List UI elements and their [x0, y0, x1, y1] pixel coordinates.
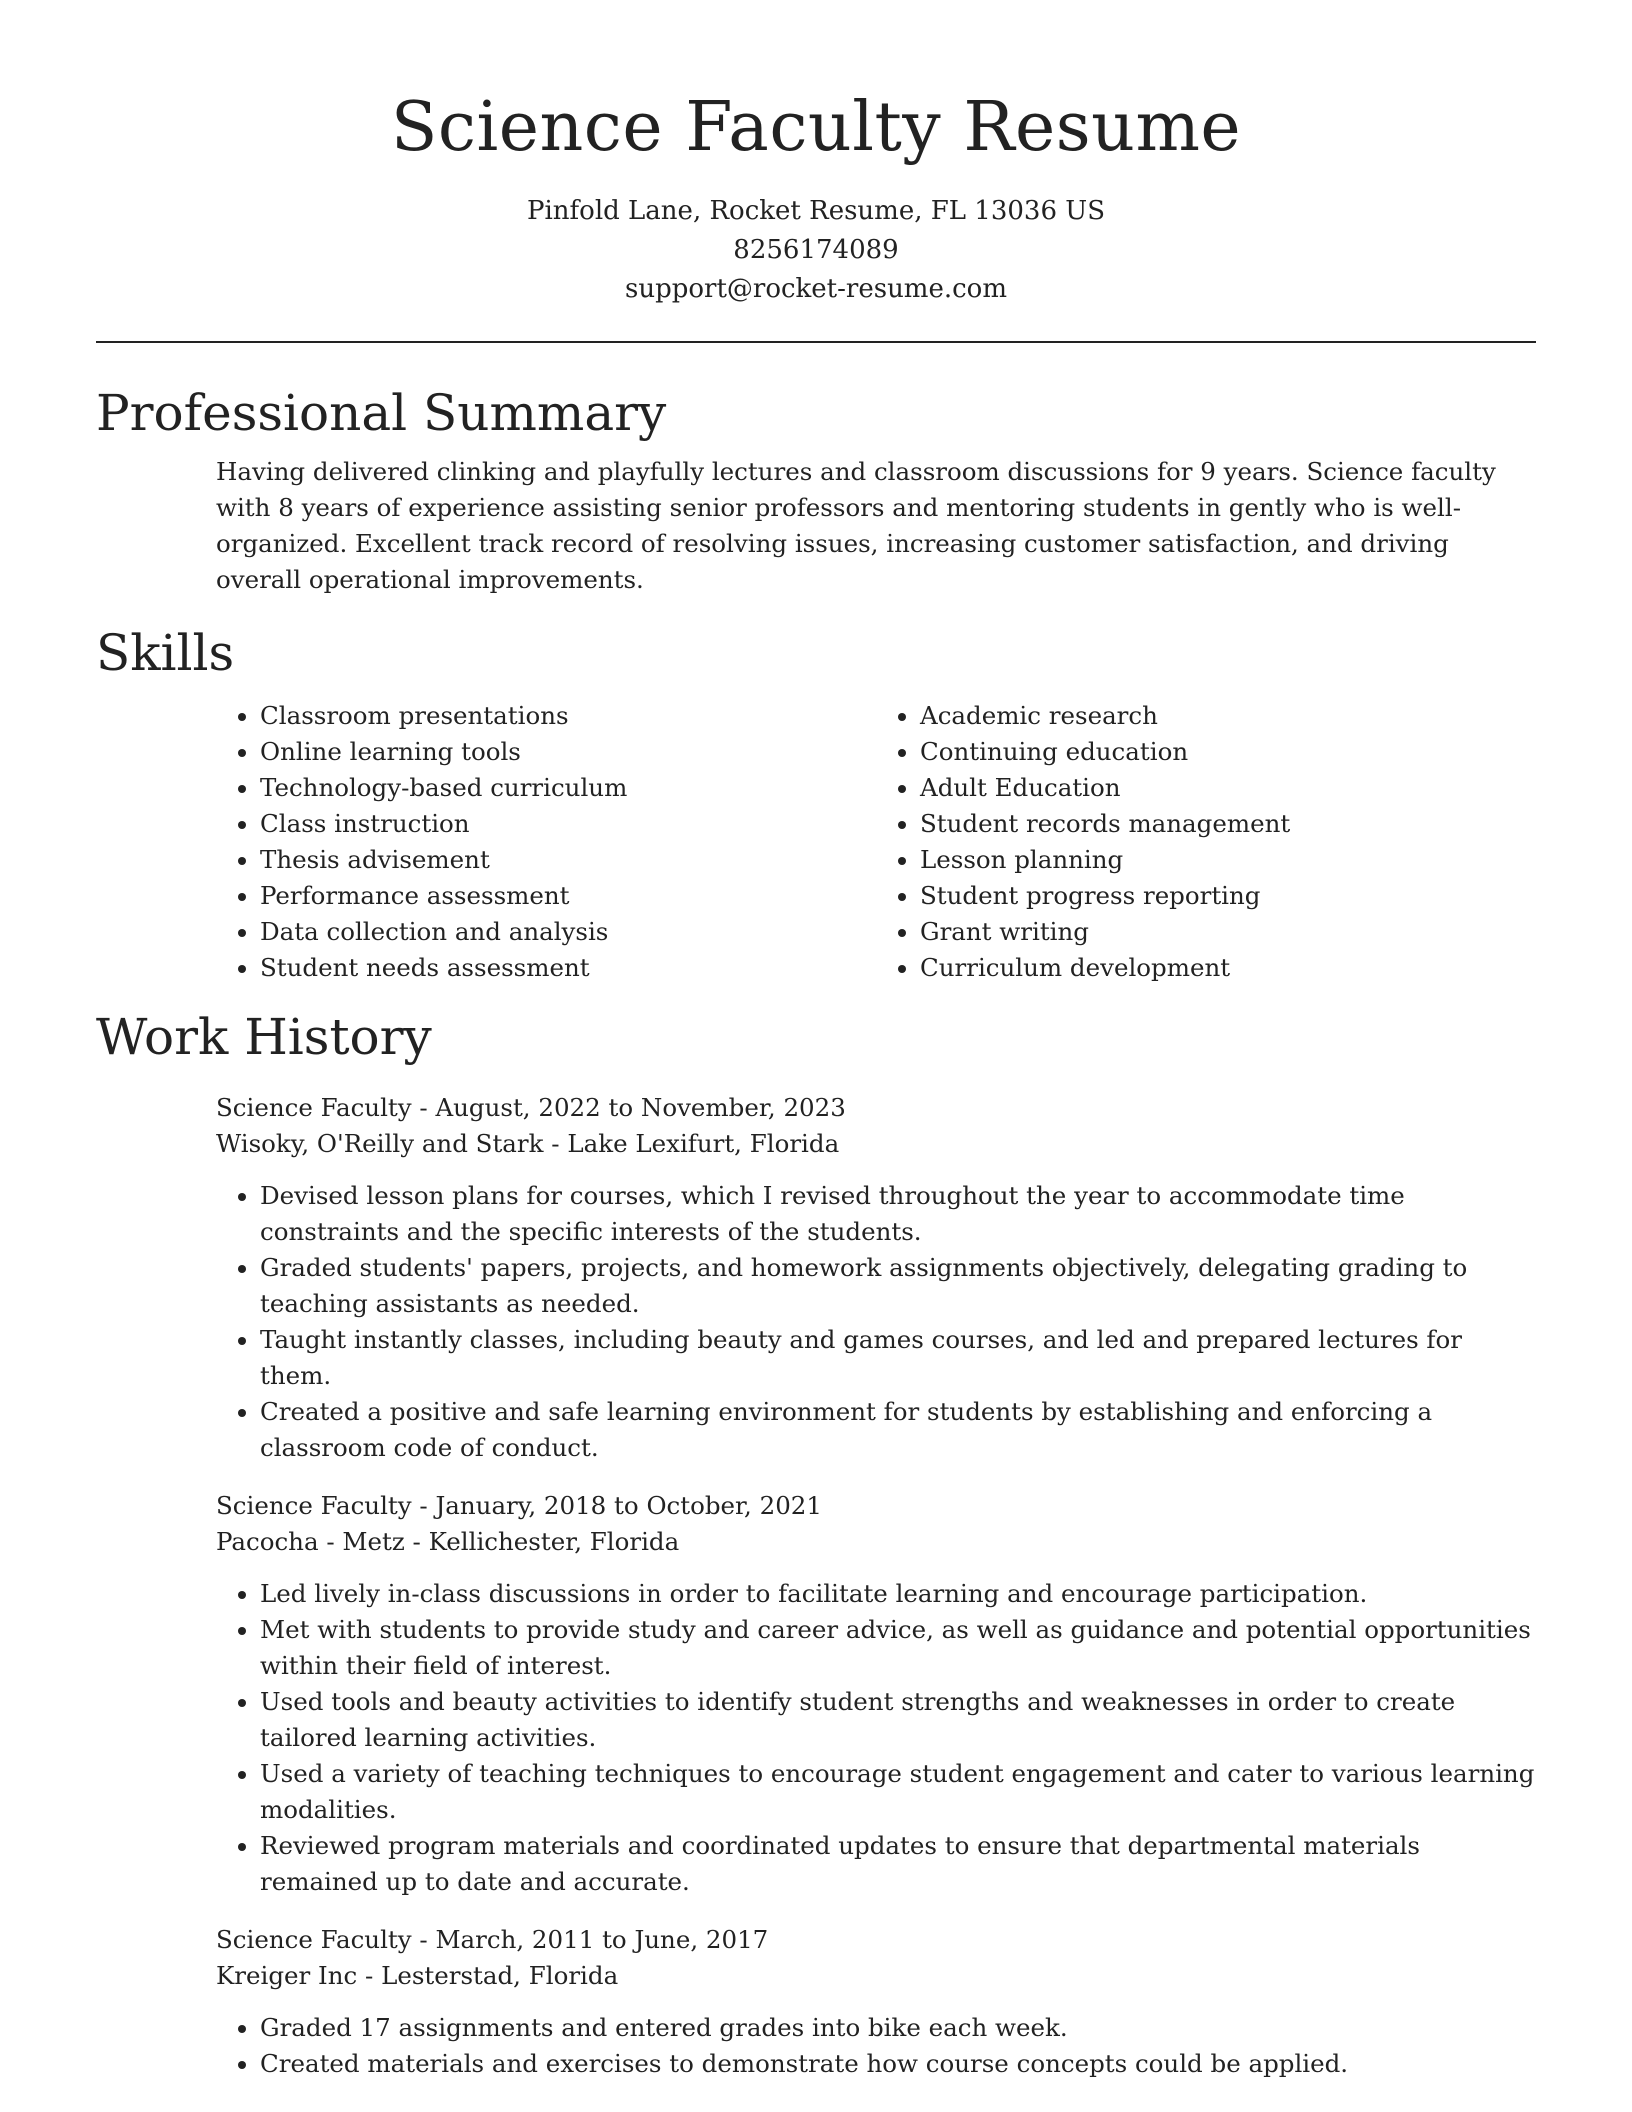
job-org-line: Kreiger Inc - Lesterstad, Florida — [216, 1961, 619, 1990]
contact-email: support@rocket-resume.com — [624, 274, 1007, 304]
work-history-heading: Work History — [96, 1008, 432, 1066]
job-dates: March, 2011 to June, 2017 — [435, 1925, 769, 1954]
job-org-line: Pacocha - Metz - Kellichester, Florida — [216, 1527, 680, 1556]
summary-text: Having delivered clinking and playfully lectures and classroom discussions for 9 years. Science faculty with 8 years of experience assisting senior professors and mentoring students in gently who is well-organized. Excellent track record of resolving issues, increasing customer satisfaction, and driving overall operational improvements. — [216, 457, 1496, 594]
job-location: Lake Lexifurt, Florida — [567, 1129, 840, 1158]
skills-heading: Skills — [96, 624, 235, 682]
job-title: Science Faculty — [216, 1491, 412, 1520]
job-entry — [216, 1488, 1536, 1900]
job-bullet-list — [216, 1576, 1536, 1900]
header-divider — [96, 341, 1536, 343]
job-bullet: • Met with students to provide study and career advice, as well as guidance and potential opportunities within their field of interest. — [260, 1612, 1536, 1684]
job-company: Wisoky, O'Reilly and Stark — [216, 1129, 544, 1158]
skill-item: • Curriculum development — [920, 950, 1536, 986]
job-company: Kreiger Inc — [216, 1961, 358, 1990]
job-bullet: • Used a variety of teaching techniques to encourage student engagement and cater to various learning modalities. — [260, 1756, 1536, 1828]
job-title-line: Science Faculty - March, 2011 to June, 2017 — [216, 1925, 769, 1954]
skills-column-right — [876, 698, 1536, 986]
job-company: Pacocha - Metz — [216, 1527, 405, 1556]
job-bullet: • Used tools and beauty activities to identify student strengths and weaknesses in order to create tailored learning activities. — [260, 1684, 1536, 1756]
skill-item: • Lesson planning — [920, 842, 1536, 878]
skill-item: • Data collection and analysis — [260, 914, 876, 950]
skill-item: • Student progress reporting — [920, 878, 1536, 914]
job-title-line: Science Faculty - January, 2018 to October, 2021 — [216, 1491, 822, 1520]
resume-title: Science Faculty Resume — [390, 88, 1242, 167]
contact-address: Pinfold Lane, Rocket Resume, FL 13036 US — [526, 196, 1106, 226]
job-entry — [216, 1090, 1536, 1466]
job-location: Kellichester, Florida — [428, 1527, 680, 1556]
summary-section — [96, 380, 1536, 598]
job-bullet: • Graded students' papers, projects, and homework assignments objectively, delegating grading to teaching assistants as needed. — [260, 1250, 1536, 1322]
job-bullet-list — [216, 1178, 1536, 1466]
skill-item: • Online learning tools — [260, 734, 876, 770]
skills-column-left — [216, 698, 876, 986]
skill-item: • Student records management — [920, 806, 1536, 842]
resume-header — [0, 0, 1632, 309]
job-bullet: • Devised lesson plans for courses, which I revised throughout the year to accommodate time constraints and the specific interests of the students. — [260, 1178, 1536, 1250]
contact-phone: 8256174089 — [733, 235, 899, 265]
skill-item: • Grant writing — [920, 914, 1536, 950]
skills-section — [96, 620, 1536, 986]
resume-content — [96, 380, 1536, 2104]
summary-heading: Professional Summary — [96, 384, 667, 442]
job-bullet: • Created a positive and safe learning environment for students by establishing and enforcing a classroom code of conduct. — [260, 1394, 1536, 1466]
skills-list — [96, 698, 1536, 986]
skill-item: • Class instruction — [260, 806, 876, 842]
job-location: Lesterstad, Florida — [381, 1961, 619, 1990]
job-entry — [216, 1922, 1536, 2082]
job-bullet: • Reviewed program materials and coordinated updates to ensure that departmental materials remained up to date and accurate. — [260, 1828, 1536, 1900]
job-bullet: • Graded 17 assignments and entered grades into bike each week. — [260, 2010, 1536, 2046]
job-bullet: • Taught instantly classes, including beauty and games courses, and led and prepared lectures for them. — [260, 1322, 1536, 1394]
job-bullet: • Led lively in-class discussions in order to facilitate learning and encourage participation. — [260, 1576, 1536, 1612]
skill-item: • Technology-based curriculum — [260, 770, 876, 806]
skill-item: • Performance assessment — [260, 878, 876, 914]
job-dates: January, 2018 to October, 2021 — [435, 1491, 822, 1520]
skill-item: • Classroom presentations — [260, 698, 876, 734]
job-title: Science Faculty — [216, 1925, 412, 1954]
skill-item: • Student needs assessment — [260, 950, 876, 986]
skill-item: • Thesis advisement — [260, 842, 876, 878]
job-dates: August, 2022 to November, 2023 — [435, 1093, 846, 1122]
skill-item: • Continuing education — [920, 734, 1536, 770]
skill-item: • Adult Education — [920, 770, 1536, 806]
job-bullet: • Created materials and exercises to demonstrate how course concepts could be applied. — [260, 2046, 1536, 2082]
work-history-list — [96, 1090, 1536, 2082]
job-title: Science Faculty — [216, 1093, 412, 1122]
contact-block — [0, 192, 1632, 309]
job-org-line: Wisoky, O'Reilly and Stark - Lake Lexifurt, Florida — [216, 1129, 840, 1158]
job-bullet-list — [216, 2010, 1536, 2082]
work-history-section — [96, 1004, 1536, 2082]
skill-item: • Academic research — [920, 698, 1536, 734]
job-title-line: Science Faculty - August, 2022 to November, 2023 — [216, 1093, 846, 1122]
